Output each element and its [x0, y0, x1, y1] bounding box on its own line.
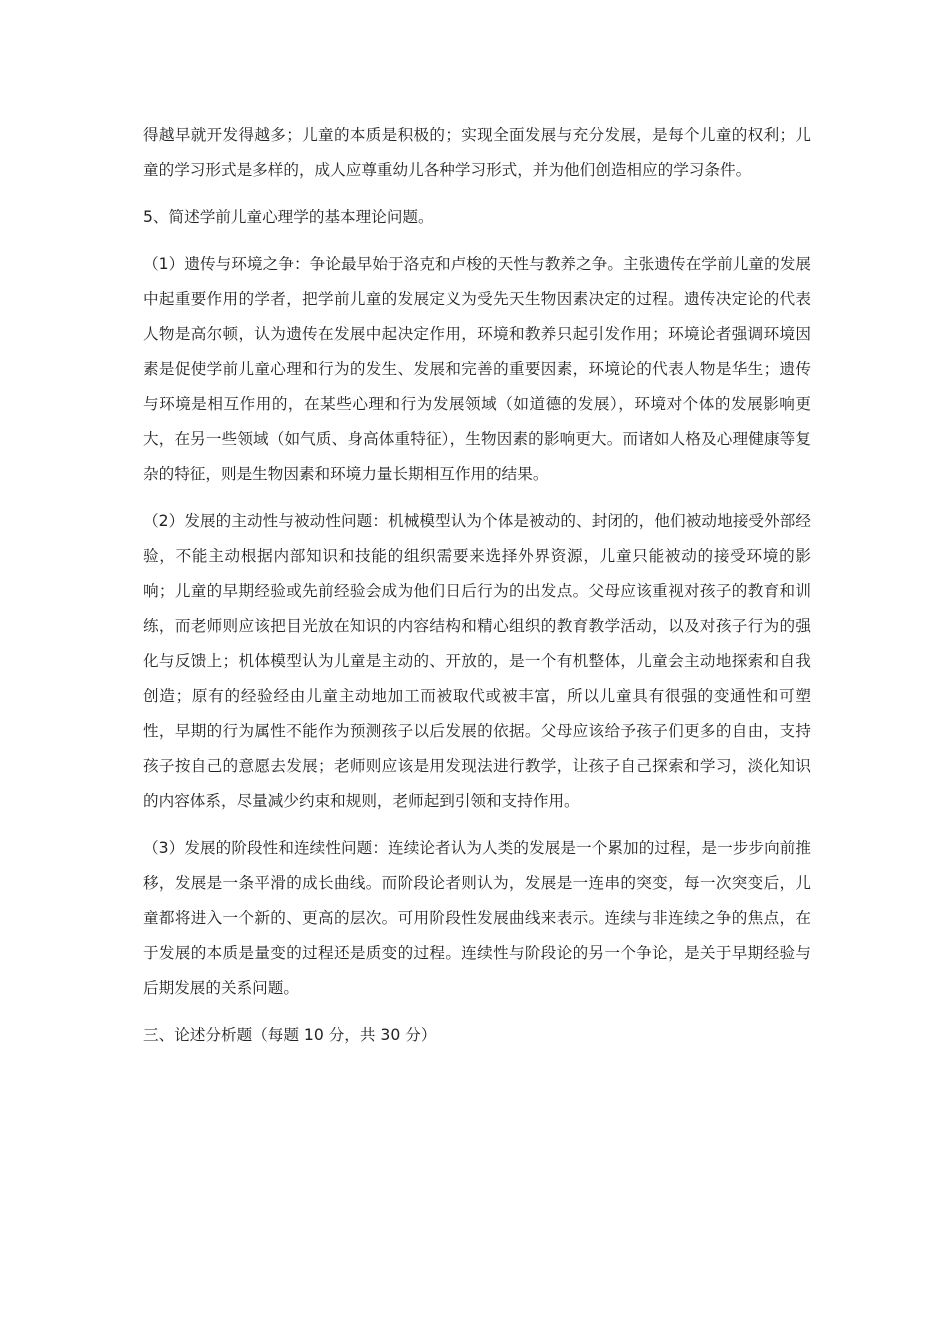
paragraph-point-2: （2）发展的主动性与被动性问题：机械模型认为个体是被动的、封闭的，他们被动地接受外部经验，不能主动根据内部知识和技能的组织需要来选择外界资源，儿童只能被动的接受环境的影响；儿童的早期经验或先前经验会成为他们日后行为的出发点。父母应该重视对孩子的教育和训练，而老师则应该把目光放在知识的内容结构和精心组织的教育教学活动，以及对孩子行为的强化与反馈上；机体模型认为儿童是主动的、开放的，是一个有机整体，儿童会主动地探索和自我创造；原有的经验经由儿童主动地加工而被取代或被丰富，所以儿童具有很强的变通性和可塑性，早期的行为属性不能作为预测孩子以后发展的依据。父母应该给予孩子们更多的自由，支持孩子按自己的意愿去发展；老师则应该是用发现法进行教学，让孩子自己探索和学习，淡化知识的内容体系，尽量减少约束和规则，老师起到引领和支持作用。 [143, 512, 811, 810]
paragraph-point-1: （1）遗传与环境之争：争论最早始于洛克和卢梭的天性与教养之争。主张遗传在学前儿童的发展中起重要作用的学者，把学前儿童的发展定义为受先天生物因素决定的过程。遗传决定论的代表人物是高尔顿，认为遗传在发展中起决定作用，环境和教养只起引发作用；环境论者强调环境因素是促使学前儿童心理和行为的发生、发展和完善的重要因素，环境论的代表人物是华生；遗传与环境是相互作用的，在某些心理和行为发展领域（如道德的发展），环境对个体的发展影响更大，在另一些领域（如气质、身高体重特征），生物因素的影响更大。而诸如人格及心理健康等复杂的特征，则是生物因素和环境力量长期相互作用的结果。 [143, 255, 811, 483]
section-3-heading: 三、论述分析题（每题 10 分，共 30 分） [143, 1026, 437, 1044]
document-page [143, 118, 811, 1065]
question-5-heading: 5、简述学前儿童心理学的基本理论问题。 [143, 208, 434, 226]
paragraph-point-3: （3）发展的阶段性和连续性问题：连续论者认为人类的发展是一个累加的过程，是一步步向前推移，发展是一条平滑的成长曲线。而阶段论者则认为，发展是一连串的突变，每一次突变后，儿童都将进入一个新的、更高的层次。可用阶段性发展曲线来表示。连续与非连续之争的焦点，在于发展的本质是量变的过程还是质变的过程。连续性与阶段论的另一个争论，是关于早期经验与后期发展的关系问题。 [143, 839, 811, 997]
paragraph-intro-continuation: 得越早就开发得越多；儿童的本质是积极的；实现全面发展与充分发展，是每个儿童的权利；儿童的学习形式是多样的，成人应尊重幼儿各种学习形式，并为他们创造相应的学习条件。 [143, 126, 811, 179]
